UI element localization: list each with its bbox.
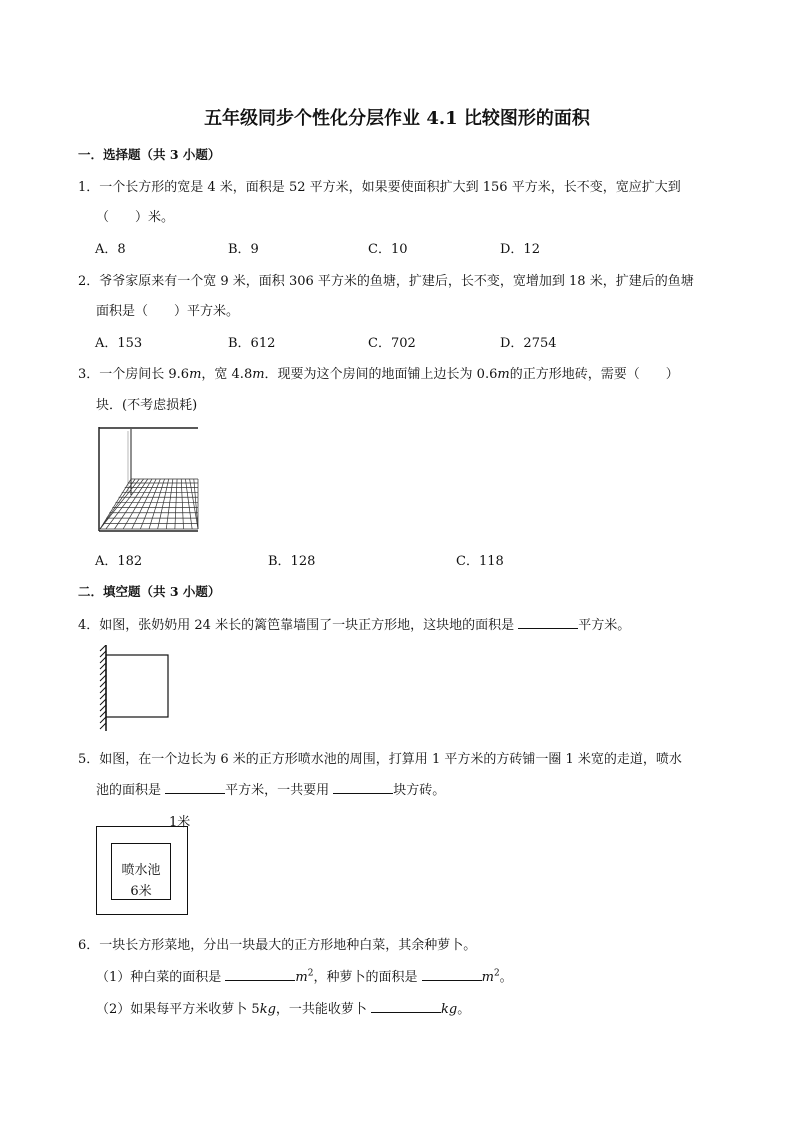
pool-label: 喷水池 [121, 863, 161, 878]
answer-blank[interactable] [518, 616, 578, 629]
question-6-sub-2: （2）如果每平方米收萝卜 5kg，一共能收萝卜 kg。 [96, 1002, 471, 1017]
walkway-width-label: 1米 [169, 815, 191, 830]
answer-blank[interactable] [225, 968, 295, 981]
answer-blank[interactable] [333, 781, 393, 794]
section-heading-fill: 二．填空题（共 3 小题） [78, 584, 221, 599]
page-title: 五年级同步个性化分层作业 4.1 比较图形的面积 [204, 108, 590, 129]
question-4-text: 4．如图，张奶奶用 24 米长的篱笆靠墙围了一块正方形地，这块地的面积是 平方米。 [78, 618, 631, 633]
fence-square-figure [96, 645, 172, 733]
question-1-option-c[interactable]: C．10 [368, 242, 408, 257]
question-5-line-2: 池的面积是 平方米，一共要用 块方砖。 [96, 783, 446, 798]
answer-blank[interactable] [422, 968, 482, 981]
question-5-line-1: 5．如图，在一个边长为 6 米的正方形喷水池的周围，打算用 1 平方米的方砖铺一圈 1 米宽的走道，喷水 [78, 752, 682, 767]
question-2-option-c[interactable]: C．702 [368, 336, 416, 351]
question-3-option-c[interactable]: C．118 [456, 554, 504, 569]
pool-side-label: 6米 [130, 884, 152, 899]
question-1-line-1: 1．一个长方形的宽是 4 米，面积是 52 平方米，如果要使面积扩大到 156 平方米，长不变，宽应扩大到 [78, 180, 681, 195]
question-1-option-a[interactable]: A．8 [95, 242, 126, 257]
question-1-option-b[interactable]: B．9 [228, 242, 259, 257]
question-3-option-b[interactable]: B．128 [268, 554, 316, 569]
question-6-sub-1: （1）种白菜的面积是 $m^2$，种萝卜的面积是 $m^2$。 [96, 968, 513, 985]
question-2-option-d[interactable]: D．2754 [500, 336, 557, 351]
question-3-line-2: 块．(不考虑损耗) [96, 398, 198, 413]
question-3-line-1: 3．一个房间长 9.6m，宽 4.8m．现要为这个房间的地面铺上边长为 0.6m的正方形地砖，需要（ ） [78, 367, 679, 382]
answer-blank[interactable] [371, 1000, 441, 1013]
answer-blank[interactable] [165, 781, 225, 794]
question-1-line-2: （ ）米。 [96, 210, 175, 225]
question-6-line-1: 6．一块长方形菜地，分出一块最大的正方形地种白菜，其余种萝卜。 [78, 938, 477, 953]
question-2-option-a[interactable]: A．153 [95, 336, 143, 351]
question-2-line-1: 2．爷爷家原来有一个宽 9 米，面积 306 平方米的鱼塘，扩建后，长不变，宽增加到 18 米，扩建后的鱼塘 [78, 274, 694, 289]
question-2-line-2: 面积是（ ）平方米。 [96, 304, 240, 319]
question-2-option-b[interactable]: B．612 [228, 336, 276, 351]
question-3-option-a[interactable]: A．182 [95, 554, 143, 569]
question-1-option-d[interactable]: D．12 [500, 242, 540, 257]
section-heading-choice: 一．选择题（共 3 小题） [78, 147, 221, 162]
room-floor-figure [98, 427, 200, 533]
